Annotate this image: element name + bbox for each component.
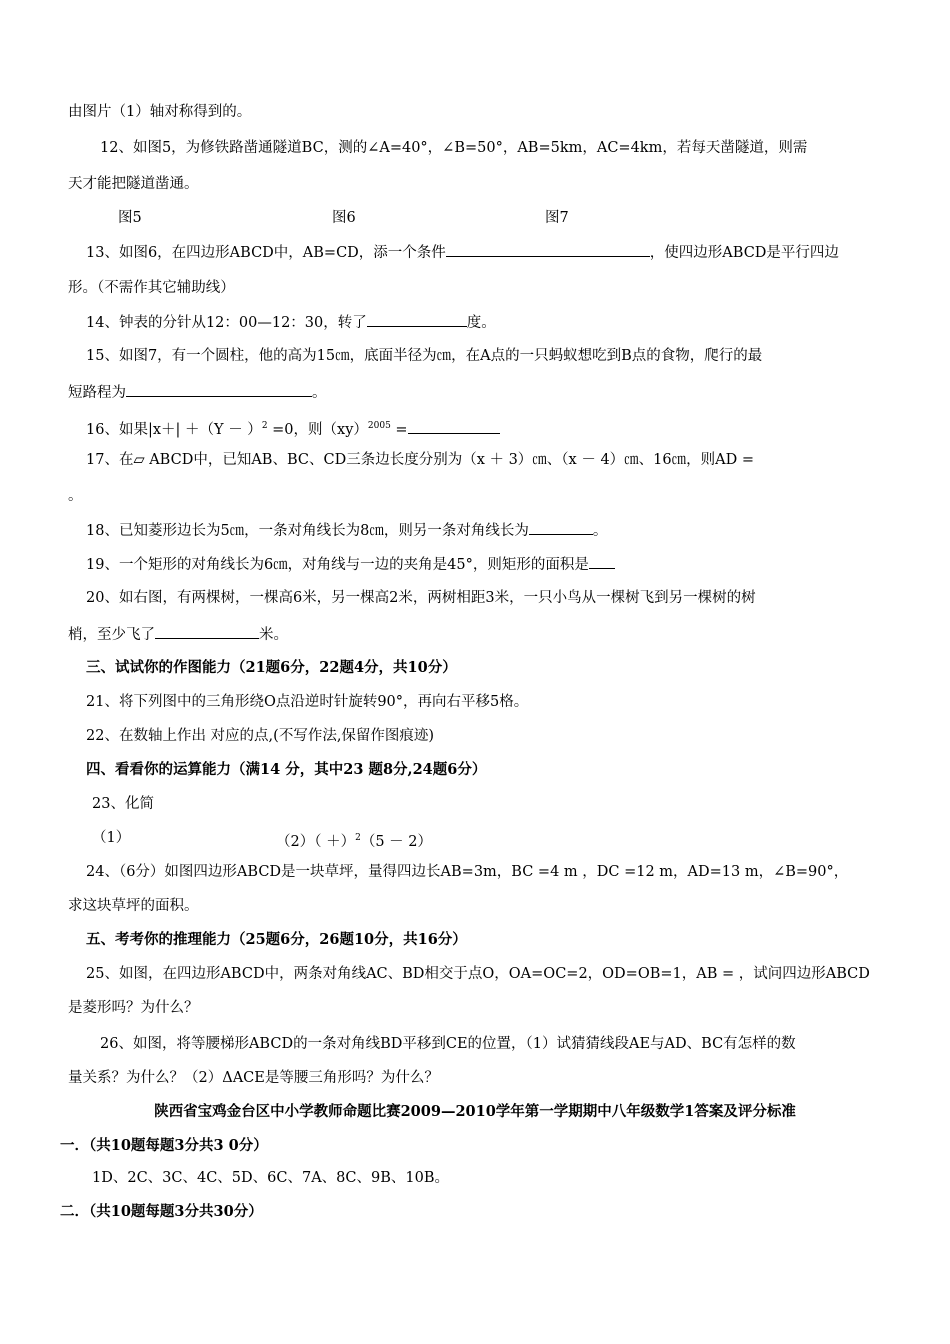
question-22: 22、在数轴上作出 对应的点,(不写作法,保留作图痕迹)	[86, 728, 435, 744]
figure-7-label: 图7	[545, 210, 569, 226]
text-line: 天才能把隧道凿通。	[68, 176, 199, 192]
question-26: 26、如图，将等腰梯形ABCD的一条对角线BD平移到CE的位置，（1）试猜猜线段AE与AD、BC有怎样的数	[100, 1036, 796, 1052]
answer-blank	[126, 382, 312, 397]
question-17: 17、在▱ ABCD中，已知AB、BC、CD三条边长度分别为（x ＋ 3）㎝、（x － 4）㎝、16㎝，则AD =	[86, 452, 754, 468]
question-25: 25、如图，在四边形ABCD中，两条对角线AC、BD相交于点O，OA=OC=2，OD=OB=1，AB = ，试问四边形ABCD	[86, 966, 870, 982]
question-12: 12、如图5，为修铁路凿通隧道BC，测的∠A=40°，∠B=50°，AB=5km，AC=4km，若每天凿隧道，则需	[100, 140, 808, 156]
question-20-text: 梢，至少飞了	[68, 627, 155, 643]
figure-5-label: 图5	[118, 210, 142, 226]
answer-list: 1D、2C、3C、4C、5D、6C、7A、8C、9B、10B。	[92, 1170, 449, 1186]
question-16	[86, 416, 500, 440]
question-20-text-end: 米。	[259, 627, 288, 643]
question-24: 24、（6分）如图四边形ABCD是一块草坪，量得四边长AB=3m，BC =4 m ，DC =12 m，AD=13 m，∠B=90°，	[86, 864, 849, 880]
section-4-heading: 四、看看你的运算能力（满14 分，其中23 题8分,24题6分）	[86, 761, 487, 778]
question-14	[86, 312, 496, 333]
answer-blank	[529, 520, 593, 535]
answer-blank	[155, 624, 259, 639]
text-line: 量关系？为什么？（2）ΔACE是等腰三角形吗？为什么？	[68, 1070, 439, 1086]
answer-key-title: 陕西省宝鸡金台区中小学教师命题比赛2009—2010学年第一学期期中八年级数学1答案及评分标准	[154, 1103, 796, 1120]
answer-blank	[446, 242, 650, 257]
question-14-text-end: 度。	[466, 315, 496, 331]
question-18-text: 18、已知菱形边长为5㎝，一条对角线长为8㎝，则另一条对角线长为	[86, 523, 529, 539]
superscript: 2	[261, 421, 268, 431]
text-line	[68, 624, 288, 645]
question-23-part-2	[276, 828, 432, 852]
question-16-text: =0，则（xy）	[267, 422, 368, 438]
answer-section-2-heading: 二．（共10题每题3分共30分）	[60, 1203, 263, 1220]
question-16-text: 16、如果|x＋| ＋（Y － ）	[86, 422, 262, 438]
question-21: 21、将下列图中的三角形绕O点沿逆时针旋转90°，再向右平移5格。	[86, 694, 529, 710]
question-18	[86, 520, 607, 541]
answer-blank	[408, 419, 500, 434]
answer-blank	[367, 312, 467, 327]
text-line: 形。（不需作其它辅助线）	[68, 280, 235, 296]
superscript: 2005	[367, 421, 391, 431]
question-19-text: 19、一个矩形的对角线长为6㎝，对角线与一边的夹角是45°，则矩形的面积是	[86, 557, 589, 573]
question-13-text-end: ，使四边形ABCD是平行四边	[649, 245, 839, 261]
question-15-text: 短路程为	[68, 385, 126, 401]
question-23-part-2-text: （2）（ ＋）	[276, 834, 356, 850]
question-19	[86, 554, 615, 575]
question-23: 23、化简	[92, 796, 154, 812]
question-13-text: 13、如图6，在四边形ABCD中，AB=CD，添一个条件	[86, 245, 446, 261]
question-14-text: 14、钟表的分针从12：00—12：30，转了	[86, 315, 367, 331]
question-20: 20、如右图，有两棵树，一棵高6米，另一棵高2米，两树相距3米，一只小鸟从一棵树飞到另一棵树的树	[86, 590, 756, 606]
question-15-text-end: 。	[312, 385, 327, 401]
question-23-part-1: （1）	[92, 830, 131, 846]
section-5-heading: 五、考考你的推理能力（25题6分，26题10分，共16分）	[86, 931, 467, 948]
text-line: 求这块草坪的面积。	[68, 898, 199, 914]
text-line: 由图片（1）轴对称得到的。	[68, 104, 252, 120]
question-13	[86, 242, 839, 263]
answer-section-1-heading: 一．（共10题每题3分共3 0分）	[60, 1137, 268, 1154]
superscript: 2	[355, 833, 361, 843]
question-15: 15、如图7，有一个圆柱，他的高为15㎝，底面半径为㎝，在A点的一只蚂蚁想吃到B点的食物，爬行的最	[86, 348, 763, 364]
answer-blank	[589, 554, 615, 569]
question-23-part-2-text: （5 － 2）	[360, 834, 432, 850]
text-line: 。	[68, 488, 83, 504]
figure-6-label: 图6	[332, 210, 356, 226]
section-3-heading: 三、试试你的作图能力（21题6分，22题4分，共10分）	[86, 659, 457, 676]
text-line	[68, 382, 327, 403]
question-16-text: =	[390, 422, 408, 438]
text-line: 是菱形吗？为什么？	[68, 1000, 199, 1016]
question-18-text-end: 。	[592, 523, 608, 539]
